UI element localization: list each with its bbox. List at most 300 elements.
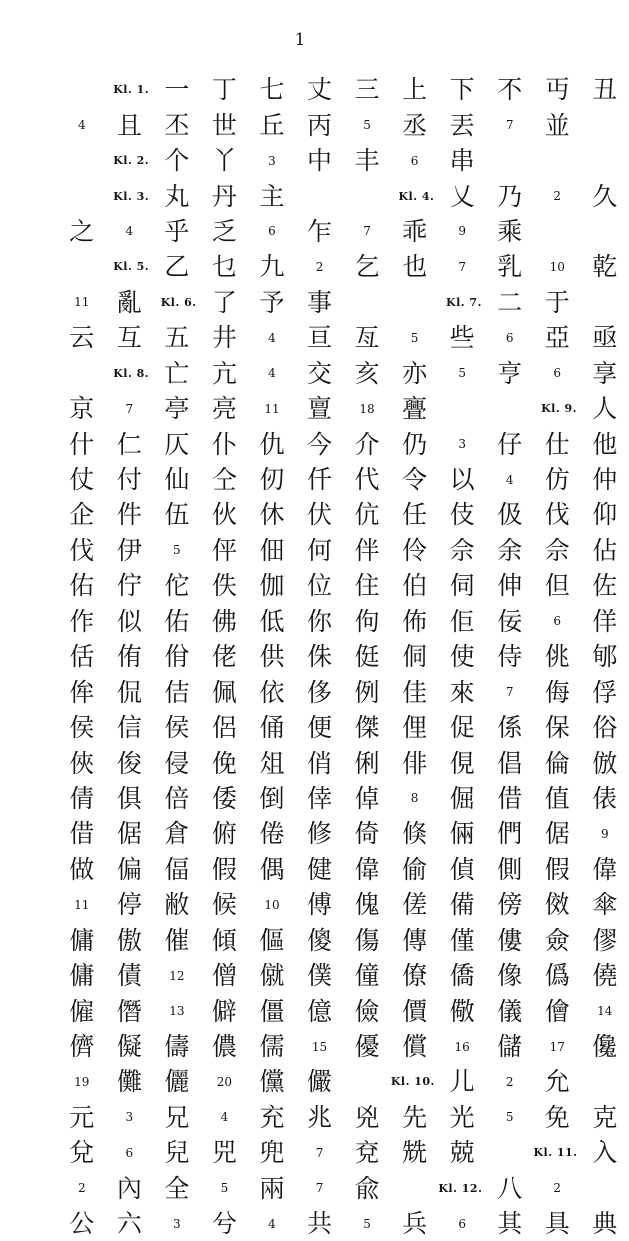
character-cell: 僑 xyxy=(449,961,475,991)
character-cell: 免 xyxy=(544,1102,570,1132)
radical-class-header: Kl. 5. xyxy=(113,260,150,274)
character-cell: 傲 xyxy=(116,925,142,955)
character-cell: 償 xyxy=(402,1032,428,1062)
character-cell: 付 xyxy=(116,465,142,495)
character-cell: 便 xyxy=(307,713,333,743)
table-row xyxy=(58,958,618,993)
character-cell: 兵 xyxy=(402,1209,428,1239)
character-cell: 並 xyxy=(544,110,570,140)
character-cell: 傳 xyxy=(402,925,428,955)
character-cell: 儂 xyxy=(211,1032,237,1062)
character-cell: 仗 xyxy=(69,465,95,495)
table-row xyxy=(58,1206,618,1241)
character-cell: 倨 xyxy=(116,819,142,849)
character-cell: 仿 xyxy=(544,465,570,495)
table-row xyxy=(58,639,618,674)
character-cell: 伺 xyxy=(449,571,475,601)
table-row xyxy=(58,533,618,568)
character-cell: 儿 xyxy=(449,1067,475,1097)
character-cell: 伏 xyxy=(307,500,333,530)
character-cell: 假 xyxy=(211,854,237,884)
stroke-count: 12 xyxy=(169,968,185,983)
character-cell: 儳 xyxy=(592,1032,618,1062)
character-cell: 保 xyxy=(544,713,570,743)
character-cell: 上 xyxy=(402,75,428,105)
character-cell: 億 xyxy=(307,996,333,1026)
character-cell: 傀 xyxy=(354,890,380,920)
character-cell: 仕 xyxy=(544,429,570,459)
radical-class-header: Kl. 8. xyxy=(113,366,150,380)
character-cell: 乎 xyxy=(164,216,190,246)
character-cell: 佾 xyxy=(164,642,190,672)
table-row xyxy=(58,745,618,780)
stroke-count: 9 xyxy=(458,224,466,239)
character-cell: 事 xyxy=(307,287,333,317)
character-cell: 俳 xyxy=(402,748,428,778)
stroke-count: 3 xyxy=(173,1216,181,1231)
character-cell: 你 xyxy=(307,606,333,636)
character-cell: 來 xyxy=(449,677,475,707)
character-cell: 僱 xyxy=(69,996,95,1026)
character-cell: 候 xyxy=(211,890,237,920)
character-cell: 佛 xyxy=(211,606,237,636)
radical-class-header: Kl. 4. xyxy=(398,189,435,203)
character-cell: 俱 xyxy=(116,783,142,813)
character-cell: 催 xyxy=(164,925,190,955)
character-cell: 之 xyxy=(69,216,95,246)
character-cell: 儺 xyxy=(116,1067,142,1097)
character-cell: 俐 xyxy=(354,748,380,778)
table-row xyxy=(58,214,581,249)
character-cell: 佸 xyxy=(69,642,95,672)
character-cell: 倔 xyxy=(449,783,475,813)
character-cell: 佝 xyxy=(354,606,380,636)
character-cell: 佞 xyxy=(497,606,523,636)
character-cell: 倦 xyxy=(259,819,285,849)
character-cell: 今 xyxy=(307,429,333,459)
stroke-count: 7 xyxy=(458,259,466,274)
stroke-count: 2 xyxy=(553,189,562,204)
character-cell: 予 xyxy=(259,287,285,317)
character-cell: 何 xyxy=(307,535,333,565)
stroke-count: 7 xyxy=(315,1145,324,1160)
table-row xyxy=(58,497,618,532)
character-cell: 佇 xyxy=(116,571,142,601)
stroke-count: 9 xyxy=(600,826,609,841)
character-cell: 倣 xyxy=(592,748,618,778)
character-cell: 丹 xyxy=(211,181,237,211)
table-row xyxy=(58,887,618,922)
table-row xyxy=(58,852,618,887)
character-cell: 促 xyxy=(449,713,475,743)
character-cell: 倩 xyxy=(69,783,95,813)
character-cell: 下 xyxy=(449,75,475,105)
table-row xyxy=(58,285,581,320)
table-row xyxy=(58,923,618,958)
character-cell: 丫 xyxy=(211,146,237,176)
stroke-count: 6 xyxy=(505,330,514,345)
character-cell: 伻 xyxy=(211,535,237,565)
stroke-count: 2 xyxy=(77,1181,86,1196)
stroke-count: 15 xyxy=(311,1039,328,1054)
character-cell: 傍 xyxy=(497,890,523,920)
character-cell: 僮 xyxy=(354,961,380,991)
table-row xyxy=(58,178,618,213)
stroke-count: 6 xyxy=(125,1145,134,1160)
character-cell: 侈 xyxy=(307,677,333,707)
character-cell: 京 xyxy=(69,394,95,424)
character-cell: 使 xyxy=(449,642,475,672)
character-cell: 停 xyxy=(116,890,142,920)
character-cell: 亂 xyxy=(116,287,142,317)
character-cell: 俊 xyxy=(116,748,142,778)
table-row xyxy=(58,674,618,709)
table-row xyxy=(58,604,618,639)
character-cell: 傭 xyxy=(69,925,95,955)
character-cell: 低 xyxy=(259,606,285,636)
character-cell: 个 xyxy=(164,146,190,176)
character-cell: 佘 xyxy=(449,535,475,565)
character-cell: 係 xyxy=(497,713,523,743)
character-cell: 亹 xyxy=(402,394,428,424)
character-cell: 修 xyxy=(307,819,333,849)
character-cell: 住 xyxy=(354,571,380,601)
stroke-count: 7 xyxy=(505,118,514,133)
character-cell: 令 xyxy=(402,465,428,495)
character-cell: 傘 xyxy=(592,890,618,920)
character-cell: 其 xyxy=(497,1209,523,1239)
character-cell: 世 xyxy=(211,110,237,140)
character-cell: 侃 xyxy=(116,677,142,707)
character-cell: 俯 xyxy=(211,819,237,849)
character-cell: 典 xyxy=(592,1209,618,1239)
character-cell: 乏 xyxy=(211,216,237,246)
character-cell: 傴 xyxy=(259,925,285,955)
character-cell: 丰 xyxy=(354,146,380,176)
character-cell: 具 xyxy=(544,1209,570,1239)
character-cell: 供 xyxy=(259,642,285,672)
character-cell: 俔 xyxy=(449,748,475,778)
character-cell: 亞 xyxy=(544,323,570,353)
table-row xyxy=(58,72,618,107)
stroke-count: 17 xyxy=(549,1039,565,1054)
stroke-count: 13 xyxy=(169,1004,185,1019)
table-row xyxy=(58,107,581,142)
character-cell: 偵 xyxy=(449,854,475,884)
character-cell: 仙 xyxy=(164,465,190,495)
character-cell: 僉 xyxy=(544,925,570,955)
character-cell: 假 xyxy=(544,854,570,884)
character-cell: 乘 xyxy=(497,216,523,246)
character-cell: 中 xyxy=(307,146,333,176)
character-cell: 八 xyxy=(497,1173,523,1203)
stroke-count: 16 xyxy=(454,1039,470,1054)
character-cell: 介 xyxy=(354,429,380,459)
stroke-count: 2 xyxy=(315,259,324,274)
stroke-count: 11 xyxy=(74,295,90,310)
character-cell: 交 xyxy=(307,358,333,388)
character-cell: 亭 xyxy=(164,394,190,424)
character-cell: 傷 xyxy=(354,925,380,955)
character-cell: 余 xyxy=(497,535,523,565)
character-cell: 侹 xyxy=(354,642,380,672)
character-cell: 倉 xyxy=(164,819,190,849)
radical-class-header: Kl. 3. xyxy=(113,189,150,203)
character-cell: 先 xyxy=(402,1102,428,1132)
character-cell: 兢 xyxy=(449,1138,475,1168)
character-cell: 仆 xyxy=(211,429,237,459)
character-cell: 互 xyxy=(116,323,142,353)
character-cell: 伊 xyxy=(116,535,142,565)
character-cell: 丟 xyxy=(449,110,475,140)
stroke-count: 4 xyxy=(77,118,86,133)
character-cell: 三 xyxy=(354,75,380,105)
character-cell: 串 xyxy=(449,146,475,176)
table-row xyxy=(58,391,618,426)
character-cell: 仁 xyxy=(116,429,142,459)
character-cell: 云 xyxy=(69,323,95,353)
character-cell: 什 xyxy=(69,429,95,459)
character-cell: 公 xyxy=(69,1209,95,1239)
character-cell: 兜 xyxy=(259,1138,285,1168)
character-cell: 侶 xyxy=(211,713,237,743)
character-cell: 井 xyxy=(211,323,237,353)
character-cell: 佐 xyxy=(592,571,618,601)
character-cell: 主 xyxy=(259,181,285,211)
character-cell: 二 xyxy=(497,287,523,317)
table-row xyxy=(58,816,609,851)
table-row xyxy=(58,426,618,461)
character-cell: 乖 xyxy=(402,216,428,246)
character-cell: 儔 xyxy=(164,1032,190,1062)
character-cell: 入 xyxy=(592,1138,618,1168)
character-cell: 兌 xyxy=(69,1138,95,1168)
character-cell: 佩 xyxy=(211,677,237,707)
character-cell: 郇 xyxy=(592,642,618,672)
radical-class-header: Kl. 11. xyxy=(533,1146,578,1160)
character-cell: 僧 xyxy=(211,961,237,991)
character-cell: 丑 xyxy=(592,75,618,105)
character-cell: 儈 xyxy=(544,996,570,1026)
character-cell: 他 xyxy=(592,429,618,459)
table-row xyxy=(58,1064,581,1099)
character-cell: 仄 xyxy=(164,429,190,459)
radical-class-header: Kl. 1. xyxy=(113,83,150,97)
character-cell: 乜 xyxy=(211,252,237,282)
character-cell: 伽 xyxy=(259,571,285,601)
character-cell: 一 xyxy=(164,75,190,105)
character-cell: 倬 xyxy=(354,783,380,813)
character-cell: 亮 xyxy=(211,394,237,424)
character-cell: 伙 xyxy=(211,500,237,530)
character-cell: 仟 xyxy=(307,465,333,495)
character-cell: 佚 xyxy=(211,571,237,601)
character-cell: 充 xyxy=(259,1102,285,1132)
character-cell: 克 xyxy=(592,1102,618,1132)
character-cell: 以 xyxy=(449,465,475,495)
stroke-count: 3 xyxy=(458,437,466,452)
character-cell: 偉 xyxy=(592,854,618,884)
character-cell: 傞 xyxy=(402,890,428,920)
character-cell: 乍 xyxy=(307,216,333,246)
character-cell: 們 xyxy=(497,819,523,849)
character-cell: 侗 xyxy=(402,642,428,672)
character-cell: 侔 xyxy=(69,677,95,707)
character-cell: 光 xyxy=(449,1102,475,1132)
character-cell: 傚 xyxy=(544,890,570,920)
stroke-count: 10 xyxy=(264,897,280,912)
table-row xyxy=(58,781,618,816)
character-cell: 借 xyxy=(69,819,95,849)
character-cell: 價 xyxy=(402,996,428,1026)
radical-class-header: Kl. 2. xyxy=(113,154,150,168)
character-cell: 仰 xyxy=(592,500,618,530)
page-number: 1 xyxy=(294,30,306,50)
character-cell: 倏 xyxy=(402,819,428,849)
stroke-count: 6 xyxy=(553,614,562,629)
character-cell: 儀 xyxy=(497,996,523,1026)
character-cell: 僚 xyxy=(402,961,428,991)
stroke-count: 5 xyxy=(220,1181,229,1196)
character-cell: 乃 xyxy=(497,181,523,211)
character-cell: 倆 xyxy=(449,819,475,849)
character-cell: 佶 xyxy=(164,677,190,707)
stroke-count: 4 xyxy=(268,366,276,381)
character-cell: 侵 xyxy=(164,748,190,778)
stroke-count: 6 xyxy=(410,153,419,168)
character-cell: 佻 xyxy=(544,642,570,672)
character-cell: 不 xyxy=(497,75,523,105)
character-cell: 丘 xyxy=(259,110,285,140)
character-cell: 代 xyxy=(354,465,380,495)
character-cell: 兗 xyxy=(354,1138,380,1168)
radical-class-header: Kl. 6. xyxy=(160,295,197,309)
character-cell: 侏 xyxy=(307,642,333,672)
character-cell: 儲 xyxy=(497,1032,523,1062)
table-row xyxy=(58,710,618,745)
character-cell: 伸 xyxy=(497,571,523,601)
character-cell: 仍 xyxy=(402,429,428,459)
character-cell: 亨 xyxy=(497,358,523,388)
stroke-count: 7 xyxy=(363,224,371,239)
character-cell: 亥 xyxy=(354,358,380,388)
character-cell: 似 xyxy=(116,606,142,636)
character-cell: 伴 xyxy=(354,535,380,565)
character-cell: 倍 xyxy=(164,783,190,813)
character-cell: 儷 xyxy=(164,1067,190,1097)
character-cell: 值 xyxy=(544,783,570,813)
stroke-count: 4 xyxy=(125,224,134,239)
stroke-count: 5 xyxy=(458,366,466,381)
character-table xyxy=(58,72,618,1241)
character-cell: 佳 xyxy=(402,677,428,707)
stroke-count: 10 xyxy=(549,259,565,274)
character-cell: 丁 xyxy=(211,75,237,105)
character-cell: 仔 xyxy=(497,429,523,459)
character-cell: 丕 xyxy=(164,110,190,140)
stroke-count: 5 xyxy=(505,1110,514,1125)
character-cell: 丞 xyxy=(402,110,428,140)
stroke-count: 3 xyxy=(268,153,276,168)
character-cell: 了 xyxy=(211,287,237,317)
character-cell: 依 xyxy=(259,677,285,707)
character-cell: 件 xyxy=(116,500,142,530)
character-cell: 僭 xyxy=(116,996,142,1026)
table-row xyxy=(58,356,618,391)
character-cell: 侮 xyxy=(544,677,570,707)
character-cell: 僥 xyxy=(592,961,618,991)
stroke-count: 7 xyxy=(125,401,134,416)
character-cell: 且 xyxy=(116,110,142,140)
character-cell: 于 xyxy=(544,287,570,317)
stroke-count: 11 xyxy=(264,401,280,416)
character-cell: 借 xyxy=(497,783,523,813)
stroke-count: 6 xyxy=(458,1216,466,1231)
character-cell: 兩 xyxy=(259,1173,285,1203)
stroke-count: 19 xyxy=(74,1074,90,1089)
character-cell: 俏 xyxy=(307,748,333,778)
character-cell: 倒 xyxy=(259,783,285,813)
character-cell: 七 xyxy=(259,75,285,105)
stroke-count: 5 xyxy=(173,543,181,558)
character-cell: 俚 xyxy=(402,713,428,743)
character-cell: 俠 xyxy=(69,748,95,778)
character-cell: 休 xyxy=(259,500,285,530)
stroke-count: 4 xyxy=(268,1216,276,1231)
character-cell: 倭 xyxy=(211,783,237,813)
character-cell: 儗 xyxy=(116,1032,142,1062)
character-cell: 傑 xyxy=(354,713,380,743)
character-cell: 偉 xyxy=(354,854,380,884)
character-cell: 佘 xyxy=(544,535,570,565)
character-cell: 乙 xyxy=(164,252,190,282)
stroke-count: 4 xyxy=(505,472,514,487)
character-cell: 亟 xyxy=(592,323,618,353)
character-cell: 仞 xyxy=(259,465,285,495)
character-cell: 仲 xyxy=(592,465,618,495)
character-cell: 倨 xyxy=(544,819,570,849)
character-cell: 佗 xyxy=(164,571,190,601)
character-cell: 亡 xyxy=(164,358,190,388)
stroke-count: 2 xyxy=(505,1074,514,1089)
character-cell: 允 xyxy=(544,1067,570,1097)
character-cell: 伐 xyxy=(69,535,95,565)
stroke-count: 3 xyxy=(125,1110,134,1125)
character-cell: 乞 xyxy=(354,252,380,282)
stroke-count: 11 xyxy=(74,897,90,912)
stroke-count: 18 xyxy=(359,401,375,416)
stroke-count: 4 xyxy=(268,330,276,345)
table-row xyxy=(58,568,618,603)
character-cell: 優 xyxy=(354,1032,380,1062)
character-cell: 人 xyxy=(592,394,618,424)
stroke-count: 14 xyxy=(597,1004,613,1019)
character-cell: 做 xyxy=(69,854,95,884)
table-row xyxy=(58,143,581,178)
table-row xyxy=(58,1100,618,1135)
character-cell: 敝 xyxy=(164,890,190,920)
character-cell: 信 xyxy=(116,713,142,743)
radical-class-header: Kl. 9. xyxy=(541,402,578,416)
character-cell: 亢 xyxy=(211,358,237,388)
character-cell: 亙 xyxy=(354,323,380,353)
character-cell: 傻 xyxy=(307,925,333,955)
character-cell: 兕 xyxy=(211,1138,237,1168)
character-cell: 兟 xyxy=(402,1138,428,1168)
stroke-count: 6 xyxy=(268,224,276,239)
character-cell: 僵 xyxy=(259,996,285,1026)
character-cell: 元 xyxy=(69,1102,95,1132)
